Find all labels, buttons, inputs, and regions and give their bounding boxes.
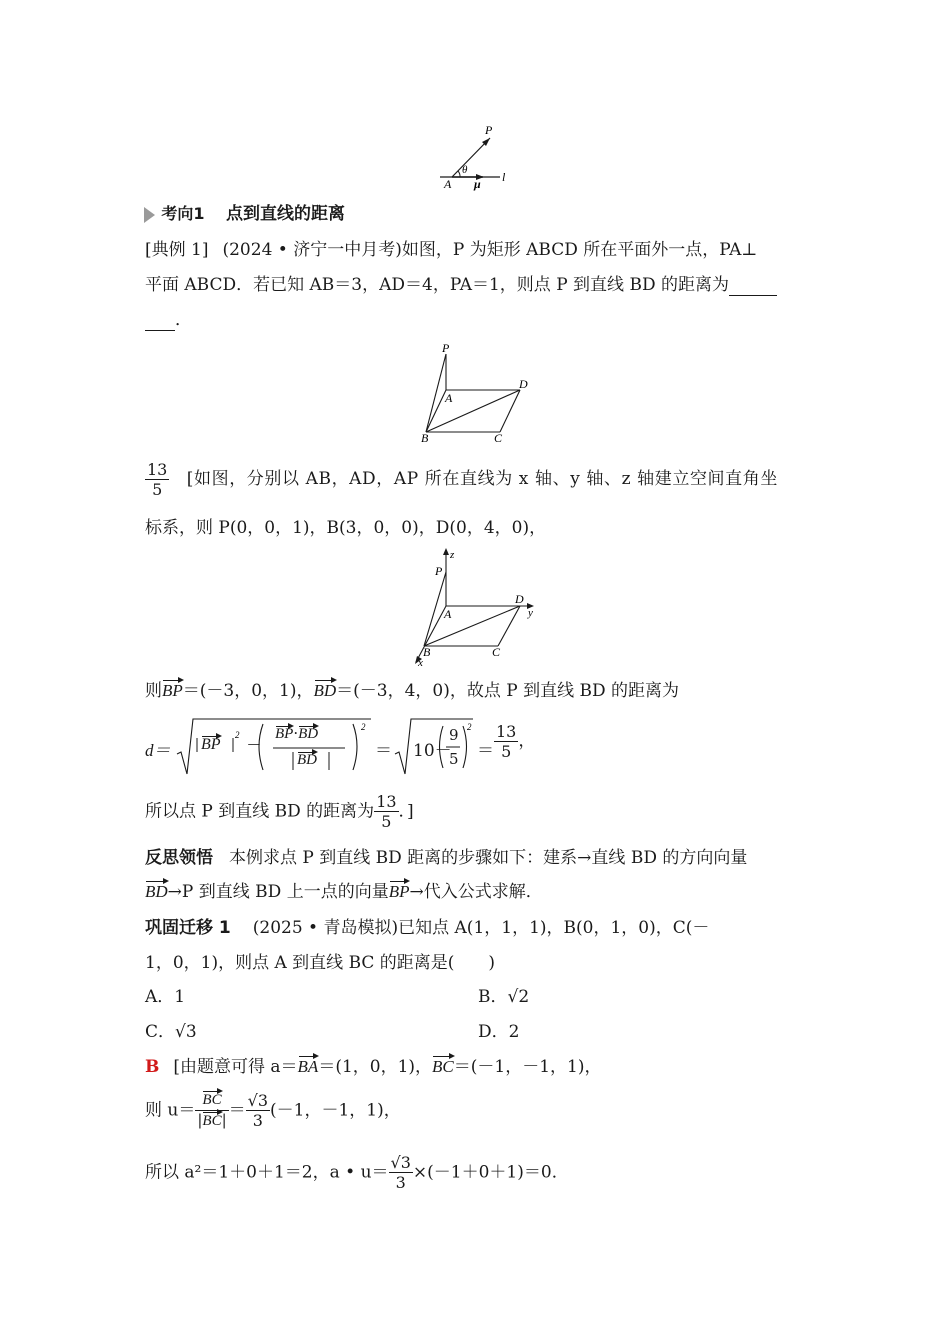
reflection-vec-bd: BD (145, 882, 168, 901)
svg-text:2: 2 (467, 722, 472, 732)
figure-pyramid (415, 340, 535, 445)
nine: 9 (449, 726, 459, 744)
example-line-2 (145, 274, 777, 296)
edge-pb (426, 354, 446, 432)
sqrt3-num: √3 (247, 1091, 269, 1110)
axis-x (416, 606, 446, 662)
example-source: (2024 • 济宁一中月考) (222, 240, 402, 260)
option-b[interactable]: B．√2 (478, 987, 530, 1007)
practice-line-1 (145, 917, 709, 939)
example-text-2: 平面 ABCD．若已知 AB＝3，AD＝4，PA＝1，则点 P 到直线 BD 的距离为 (145, 275, 729, 295)
figure-coordinate-system (410, 546, 540, 668)
figure-point-line-vector (438, 120, 518, 192)
svg-text:2: 2 (235, 730, 240, 740)
label-theta: θ (462, 164, 468, 176)
answer-letter: B (145, 1057, 160, 1077)
option-a[interactable]: A．1 (145, 987, 186, 1007)
vector-bd: BD (313, 681, 337, 700)
label-z: z (450, 549, 455, 561)
answer-text-2b: (－1，－1，1)， (270, 1100, 401, 1121)
label-p: P (442, 341, 450, 355)
dot-bp: BP (275, 726, 294, 742)
example-line-3 (145, 309, 192, 331)
five: 5 (449, 750, 459, 768)
distance-formula: d＝ 2 － 2 BP BP·BD BD ＝ 2 10－ 9 5 ＝ (145, 716, 505, 780)
answer-line-1 (145, 1056, 602, 1078)
example-text-1: 如图，P 为矩形 ABCD 所在平面外一点，PA⊥ (401, 240, 758, 260)
d-equals: d＝ (145, 741, 171, 760)
solution-text-1: [如图，分别以 AB，AD，AP 所在直线为 x 轴、y 轴、z 轴建立空间直角坐 (186, 469, 778, 489)
solution-line-2 (145, 517, 546, 539)
label-a: A (445, 391, 453, 405)
practice-label: 巩固迁移 1 (145, 918, 231, 938)
reflection-text-1: 本例求点 P 到直线 BD 距离的步骤如下：建系→直线 BD 的方向向量 (229, 848, 748, 868)
example-line-1 (145, 239, 757, 261)
practice-text-2: 1，0，1)，则点 A 到直线 BC 的距离是( ) (145, 953, 496, 973)
angle-arc (458, 171, 460, 177)
reflection-line-2 (145, 881, 543, 903)
edge-pb (424, 572, 446, 646)
solution-line-1 (145, 460, 778, 504)
practice-line-2 (145, 952, 495, 974)
label-mu: μ (474, 177, 481, 191)
label-a: A (444, 607, 452, 621)
label-b: B (423, 645, 431, 659)
edge-cd (500, 390, 520, 432)
section-tag: 考向1 (161, 204, 205, 223)
option-c[interactable]: C．√3 (145, 1022, 197, 1042)
conclusion-text: 所以点 P 到直线 BD 的距离为 (145, 801, 375, 822)
result-den: 5 (501, 742, 512, 761)
answer-text-1b: ＝(1，0，1)， (318, 1057, 433, 1077)
answer-text-3a: 所以 a²＝1＋0＋1＝2，a • u＝ (145, 1162, 389, 1183)
answer-text-2a: 则 u＝ (145, 1100, 196, 1121)
three-den: 3 (252, 1111, 263, 1130)
label-d: D (515, 592, 524, 606)
then-word: 则 (145, 681, 162, 701)
triangle-icon (142, 206, 156, 224)
bp-value: ＝(－3，0，1)， (182, 681, 314, 701)
answer-fraction: $\frac{13}{5}$ (147, 460, 168, 499)
ten-minus: 10－ (413, 741, 452, 761)
norm-bd: BD (297, 752, 317, 768)
answer-text-1c: ＝(－1，－1，1)， (453, 1057, 602, 1077)
answer-blank (729, 278, 777, 296)
reflection-text-2b: →代入公式求解． (409, 882, 543, 902)
svg-text:2: 2 (361, 722, 366, 732)
label-c: C (494, 431, 503, 445)
bd-value: ＝(－3，4，0)，故点 P 到直线 BD 的距离为 (336, 681, 680, 701)
example-label: [典例 1] (145, 240, 209, 260)
answer-text-3b: ×(－1＋0＋1)＝0． (412, 1162, 569, 1183)
practice-source: (2025 • 青岛模拟) (252, 918, 399, 938)
result-num: 13 (496, 722, 517, 741)
label-a: A (444, 177, 452, 191)
dot-bd: BD (298, 726, 319, 742)
vector-bc: BC (432, 1057, 454, 1076)
conclusion-end: ．] (398, 801, 414, 822)
label-y: y (528, 607, 533, 619)
solution-conclusion: 所以点 P 到直线 BD 的距离为 $\frac{13}{5}$ ．] (145, 792, 414, 831)
edge-bd (424, 606, 520, 646)
section-title: 点到直线的距离 (225, 204, 345, 224)
reflection-line-1 (145, 847, 747, 869)
answer-blank-cont (145, 313, 175, 331)
example-end: ． (175, 310, 192, 330)
reflection-label: 反思领悟 (145, 848, 213, 868)
vector-ba: BA (297, 1057, 319, 1076)
label-p: P (485, 123, 493, 137)
label-c: C (492, 645, 501, 659)
label-x: x (418, 657, 423, 668)
section-header (142, 203, 345, 227)
solution-line-3 (145, 680, 679, 702)
edge-ab (426, 390, 446, 432)
label-d: D (519, 377, 528, 391)
answer-text-1a: [由题意可得 a＝ (173, 1057, 298, 1077)
axis-z-arrow (443, 548, 449, 555)
norm-bp: BP (201, 736, 221, 753)
answer-line-2: 则 u＝ $\frac{BC}{|BC|}$ ＝ $\frac{√3}{3}$ (－1，－1，1)， (145, 1091, 401, 1130)
reflection-text-2a: →P 到直线 BD 上一点的向量 (167, 882, 389, 902)
label-p: P (435, 564, 443, 578)
vector-bp: BP (162, 681, 183, 700)
edge-cd (498, 606, 520, 646)
practice-text-1: 已知点 A(1，1，1)，B(0，1，0)，C(－ (398, 918, 710, 938)
reflection-vec-bp: BP (388, 882, 410, 901)
label-l: l (502, 170, 506, 184)
edge-bd (426, 390, 520, 432)
svg-text:－: － (245, 738, 261, 754)
option-d[interactable]: D．2 (478, 1022, 520, 1042)
label-b: B (421, 431, 429, 445)
formula-result: $\frac{13}{5}$ ， (496, 722, 536, 761)
answer-line-3: 所以 a²＝1＋0＋1＝2，a • u＝ $\frac{√3}{3}$ ×(－1＋0＋1)＝0． (145, 1153, 569, 1192)
solution-text-2: 标系，则 P(0，0，1)，B(3，0，0)，D(0，4，0)， (145, 518, 547, 538)
